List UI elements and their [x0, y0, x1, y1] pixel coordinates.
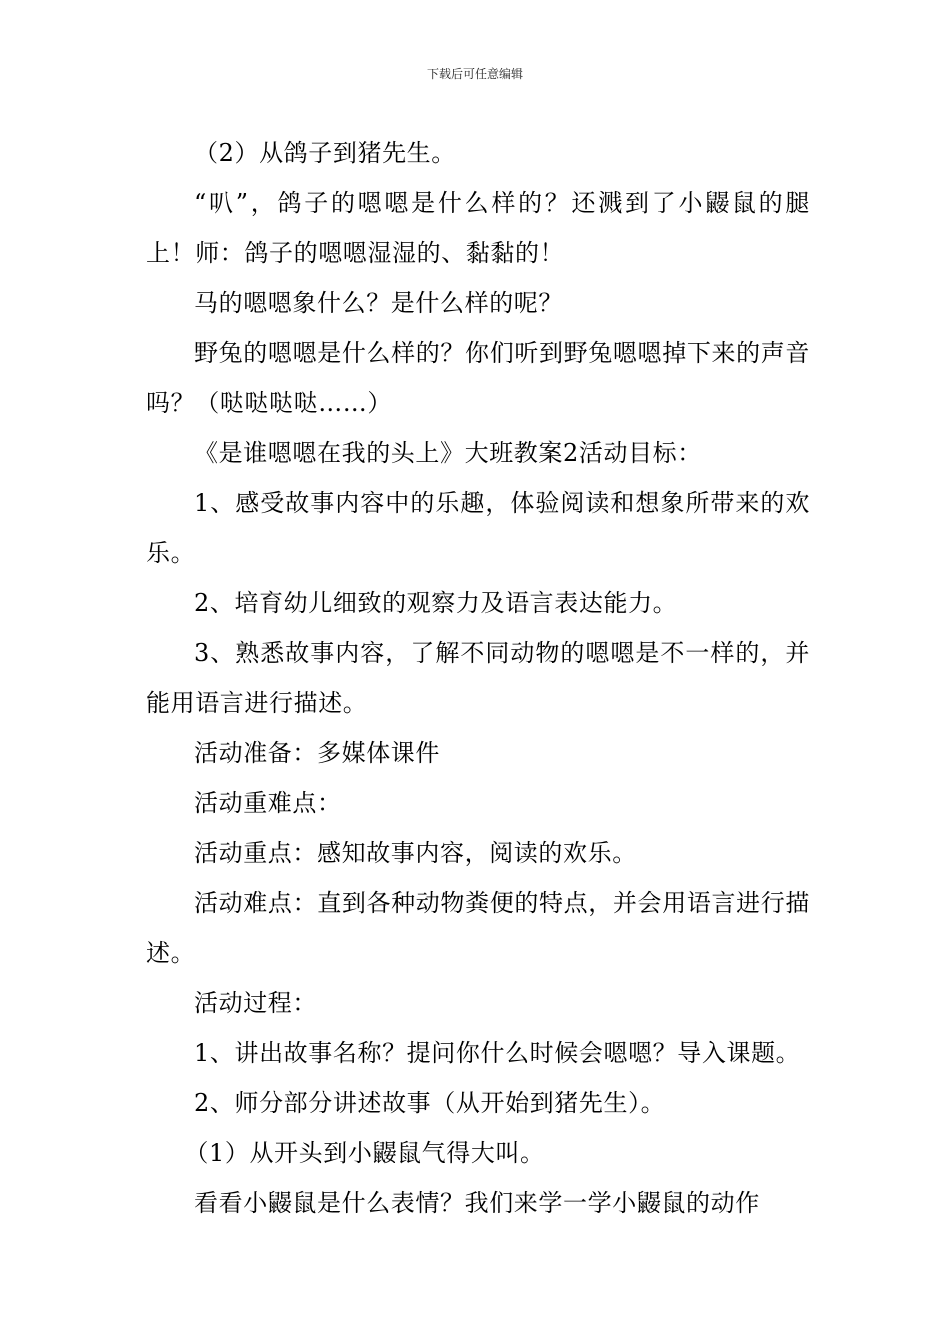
document-body	[146, 128, 810, 1228]
paragraph-5: 《是谁嗯嗯在我的头上》大班教案2活动目标：	[194, 439, 702, 467]
paragraph-11: 活动重点：感知故事内容，阅读的欢乐。	[194, 839, 637, 867]
paragraph-4: 野兔的嗯嗯是什么样的？你们听到野兔嗯嗯掉下来的声音吗？（哒哒哒哒……）	[146, 339, 810, 417]
paragraph-16: （1）从开头到小鼹鼠气得大叫。	[184, 1139, 545, 1167]
paragraph-13: 活动过程：	[194, 989, 317, 1017]
paragraph-9: 活动准备：多媒体课件	[194, 739, 440, 767]
paragraph-17: 看看小鼹鼠是什么表情？我们来学一学小鼹鼠的动作	[194, 1189, 760, 1217]
page-header: 下载后可任意编辑	[426, 67, 523, 81]
paragraph-2: “叭”，鸽子的嗯嗯是什么样的？还溅到了小鼹鼠的腿上！师：鸽子的嗯嗯湿湿的、黏黏的！	[146, 189, 810, 267]
paragraph-12: 活动难点：直到各种动物粪便的特点，并会用语言进行描述。	[146, 889, 810, 967]
paragraph-8: 3、熟悉故事内容，了解不同动物的嗯嗯是不一样的，并能用语言进行描述。	[146, 639, 810, 717]
paragraph-15: 2、师分部分讲述故事（从开始到猪先生）。	[194, 1089, 666, 1117]
paragraph-1: （2）从鸽子到猪先生。	[194, 139, 456, 167]
paragraph-3: 马的嗯嗯象什么？是什么样的呢？	[194, 289, 563, 317]
paragraph-10: 活动重难点：	[194, 789, 342, 817]
paragraph-14: 1、讲出故事名称？提问你什么时候会嗯嗯？导入课题。	[194, 1039, 801, 1067]
paragraph-7: 2、培育幼儿细致的观察力及语言表达能力。	[194, 589, 678, 617]
paragraph-6: 1、感受故事内容中的乐趣，体验阅读和想象所带来的欢乐。	[146, 489, 810, 567]
